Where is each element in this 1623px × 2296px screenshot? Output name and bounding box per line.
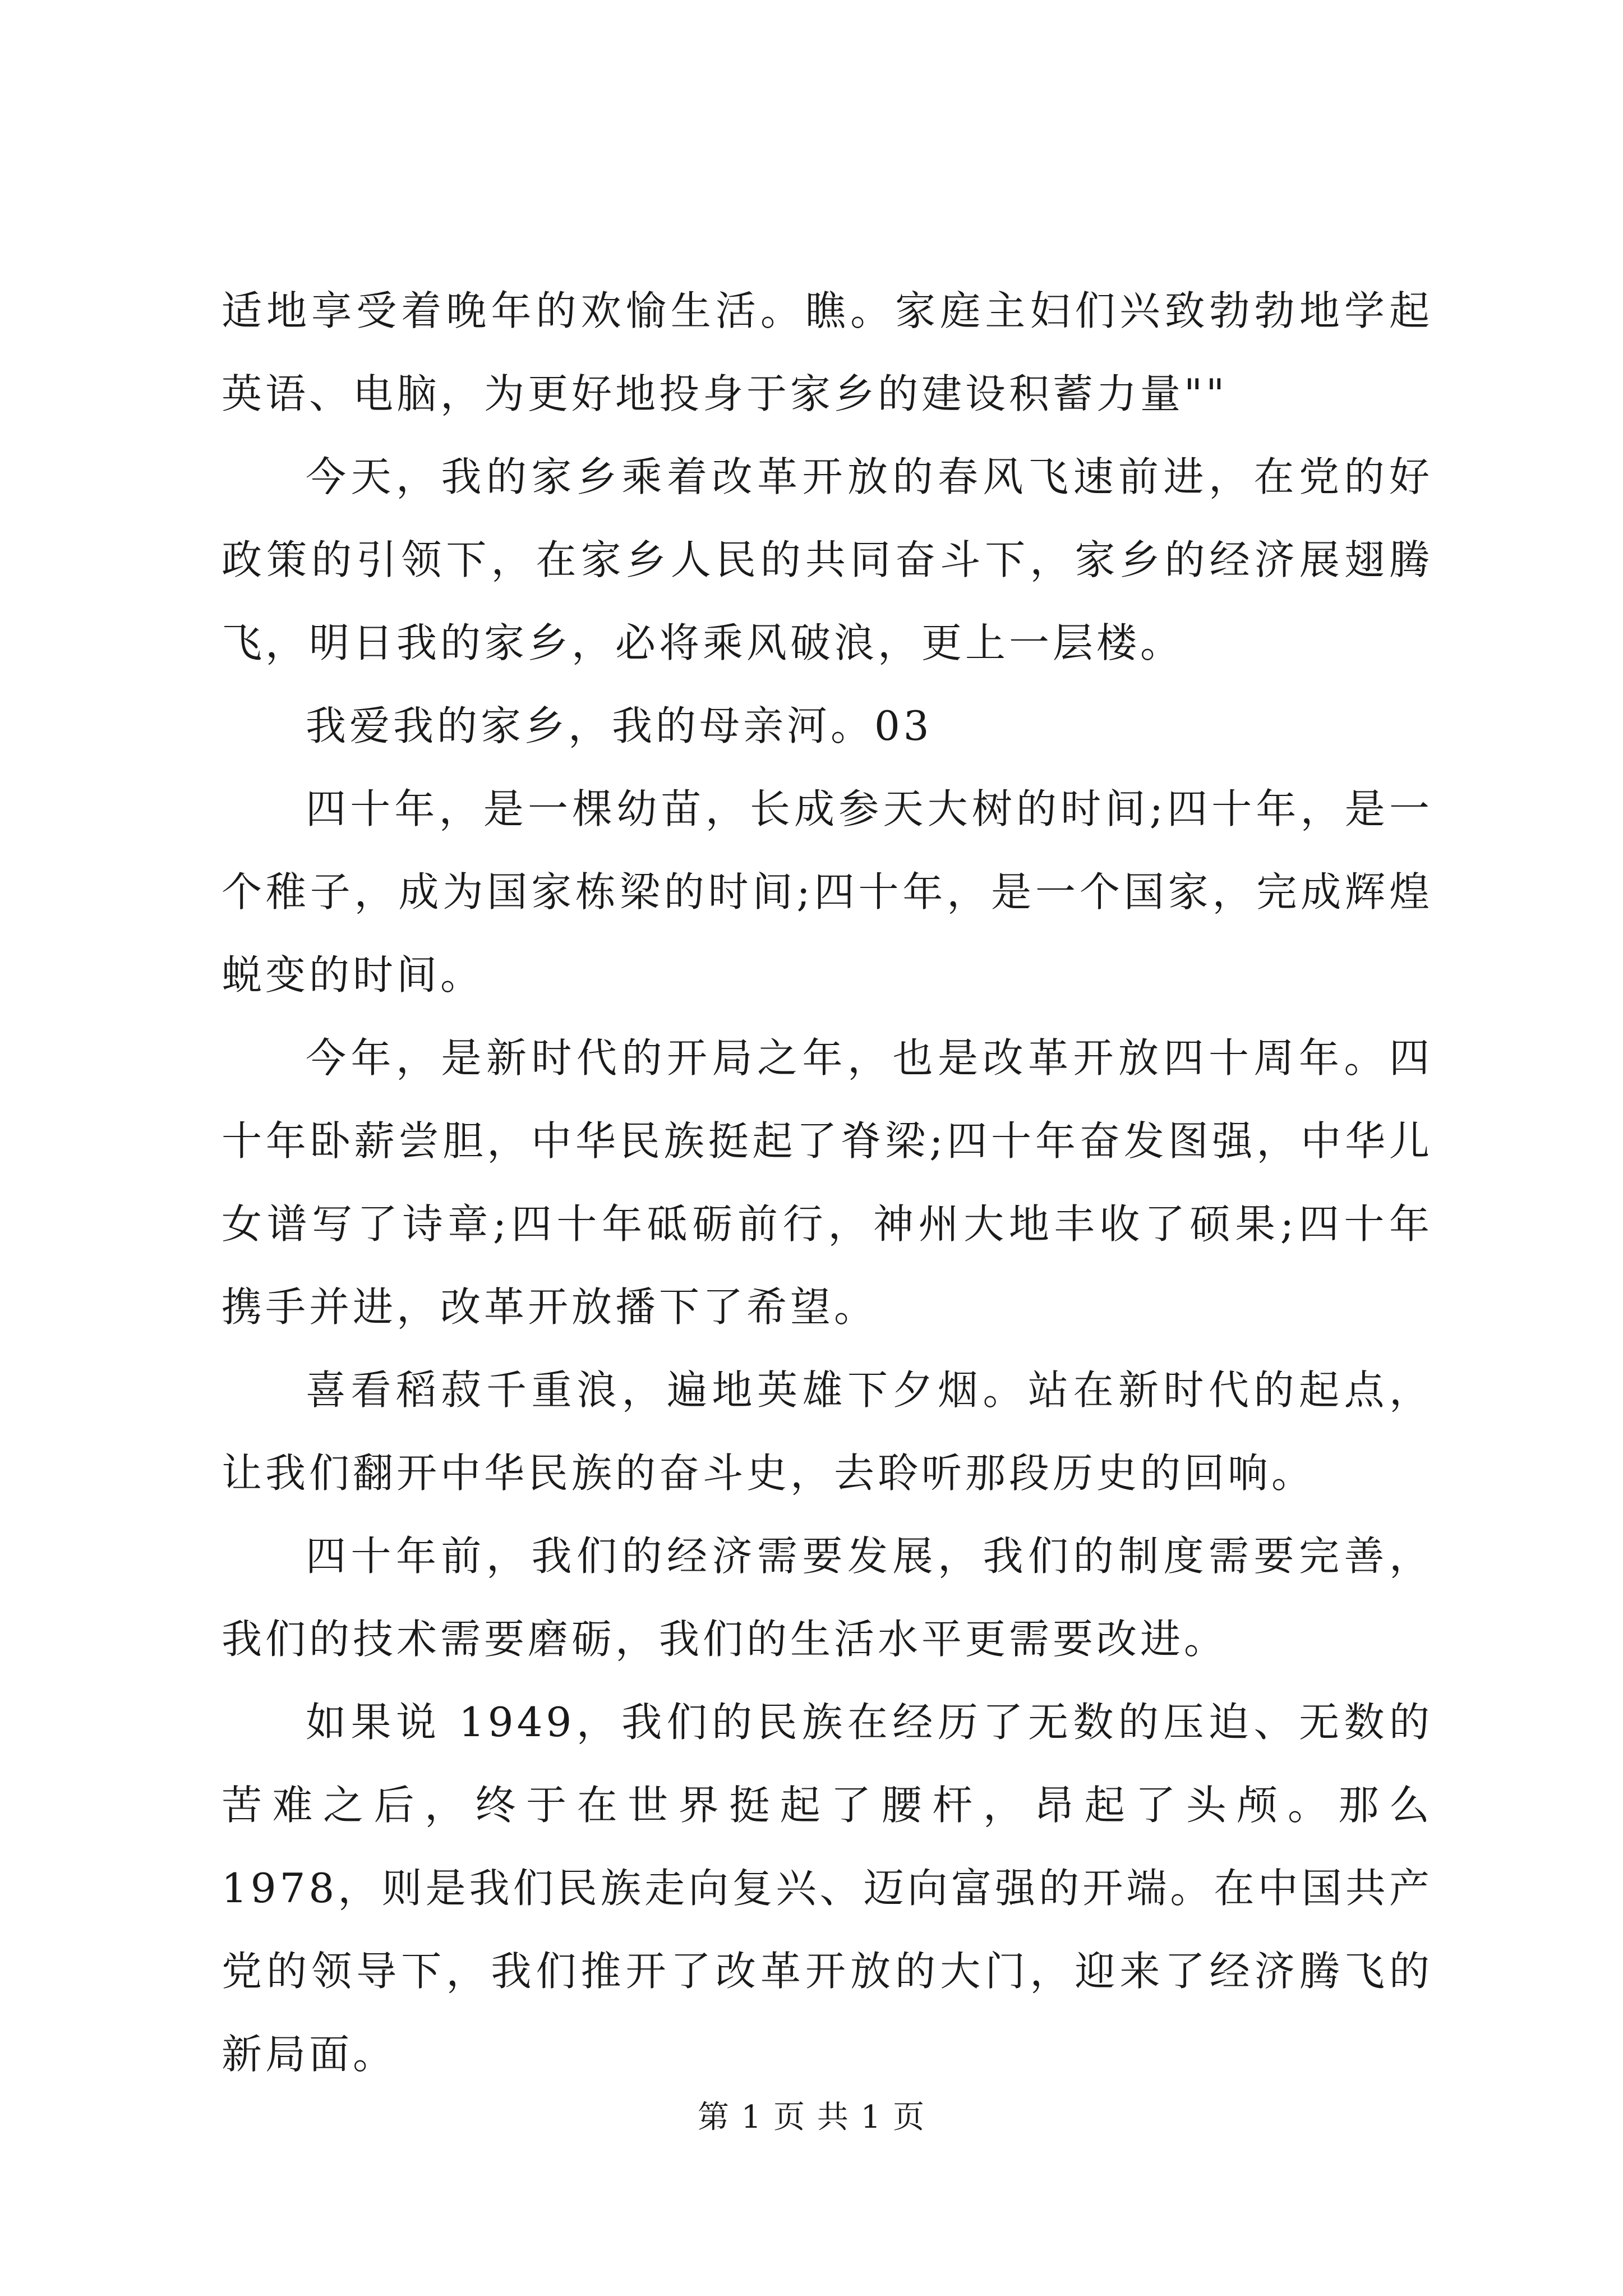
paragraph-4: 四十年，是一棵幼苗，长成参天大树的时间;四十年，是一个稚子，成为国家栋梁的时间;四十年，是一个国家，完成辉煌蜕变的时间。 bbox=[222, 785, 1433, 999]
page-footer: 第 1 页 共 1 页 bbox=[697, 2099, 926, 2136]
paragraph-2: 今天，我的家乡乘着改革开放的春风飞速前进，在党的好政策的引领下，在家乡人民的共同奋斗下，家乡的经济展翅腾飞，明日我的家乡，必将乘风破浪，更上一层楼。 bbox=[222, 453, 1433, 666]
paragraph-5: 今年，是新时代的开局之年，也是改革开放四十周年。四十年卧薪尝胆，中华民族挺起了脊梁;四十年奋发图强，中华儿女谱写了诗章;四十年砥砺前行，神州大地丰收了硕果;四十年携手并进，改革开放播下了希望。 bbox=[222, 1034, 1433, 1331]
paragraph-7: 四十年前，我们的经济需要发展，我们的制度需要完善，我们的技术需要磨砺，我们的生活水平更需要改进。 bbox=[222, 1533, 1433, 1663]
paragraph-6: 喜看稻菽千重浪，遍地英雄下夕烟。站在新时代的起点，让我们翻开中华民族的奋斗史，去聆听那段历史的回响。 bbox=[222, 1366, 1433, 1497]
paragraph-8: 如果说 1949，我们的民族在经历了无数的压迫、无数的苦难之后，终于在世界挺起了腰杆，昂起了头颅。那么 1978，则是我们民族走向复兴、迈向富强的开端。在中国共产党的领导下，我们推开了改革开放的大门，迎来了经济腾飞的新局面。 bbox=[222, 1699, 1433, 2078]
document-body bbox=[222, 269, 1433, 2096]
paragraph-1: 适地享受着晚年的欢愉生活。瞧。家庭主妇们兴致勃勃地学起英语、电脑，为更好地投身于家乡的建设积蓄力量"" bbox=[222, 287, 1433, 417]
paragraph-3: 我爱我的家乡，我的母亲河。03 bbox=[306, 702, 933, 749]
